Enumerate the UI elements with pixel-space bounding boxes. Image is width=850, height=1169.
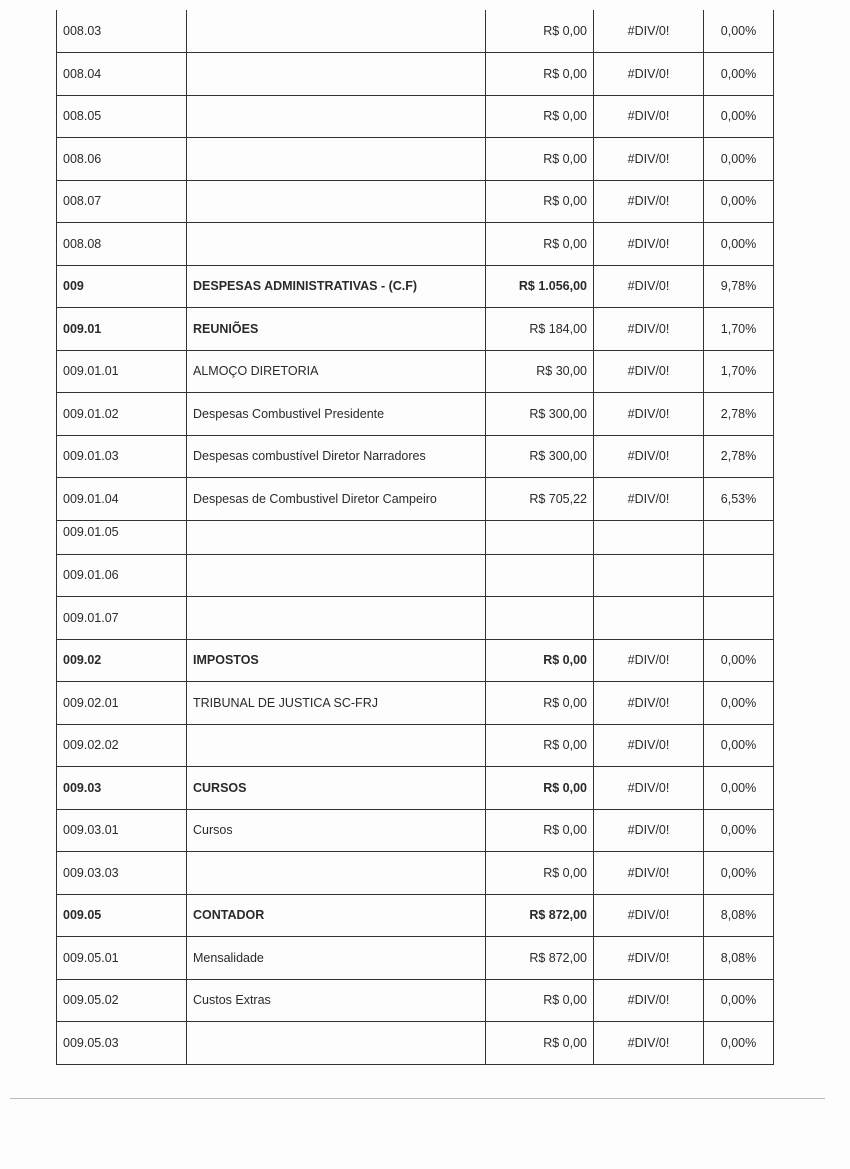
ratio-cell: #DIV/0!: [594, 350, 704, 393]
account-code-cell: 009.02: [57, 639, 187, 682]
description-cell: [187, 520, 486, 554]
table-row: [57, 937, 774, 980]
percent-cell: 0,00%: [704, 10, 774, 53]
table-row: [57, 478, 774, 521]
description-cell: Despesas de Combustivel Diretor Campeiro: [187, 478, 486, 521]
account-code-cell: 009.01.05: [57, 520, 187, 554]
percent-cell: 6,53%: [704, 478, 774, 521]
amount-cell: R$ 184,00: [486, 308, 594, 351]
ratio-cell: #DIV/0!: [594, 95, 704, 138]
percent-cell: 0,00%: [704, 724, 774, 767]
percent-cell: 2,78%: [704, 393, 774, 436]
amount-cell: R$ 0,00: [486, 138, 594, 181]
description-cell: CURSOS: [187, 767, 486, 810]
description-cell: Custos Extras: [187, 979, 486, 1022]
account-code-cell: 009.02.02: [57, 724, 187, 767]
account-code-cell: 008.07: [57, 180, 187, 223]
amount-cell: R$ 0,00: [486, 852, 594, 895]
amount-cell: R$ 0,00: [486, 180, 594, 223]
table-row: [57, 138, 774, 181]
percent-cell: 0,00%: [704, 852, 774, 895]
ratio-cell: #DIV/0!: [594, 639, 704, 682]
description-cell: [187, 724, 486, 767]
percent-cell: 0,00%: [704, 180, 774, 223]
description-cell: Cursos: [187, 809, 486, 852]
description-cell: [187, 10, 486, 53]
description-cell: Despesas Combustivel Presidente: [187, 393, 486, 436]
table-row: [57, 520, 774, 554]
percent-cell: 0,00%: [704, 223, 774, 266]
percent-cell: 8,08%: [704, 937, 774, 980]
percent-cell: 0,00%: [704, 138, 774, 181]
ratio-cell: [594, 597, 704, 640]
amount-cell: R$ 0,00: [486, 979, 594, 1022]
table-row: [57, 767, 774, 810]
account-code-cell: 009.01.01: [57, 350, 187, 393]
description-cell: Mensalidade: [187, 937, 486, 980]
table-row: [57, 597, 774, 640]
account-code-cell: 009.02.01: [57, 682, 187, 725]
description-cell: CONTADOR: [187, 894, 486, 937]
ratio-cell: #DIV/0!: [594, 1022, 704, 1065]
account-code-cell: 009: [57, 265, 187, 308]
amount-cell: R$ 0,00: [486, 724, 594, 767]
account-code-cell: 008.05: [57, 95, 187, 138]
description-cell: [187, 597, 486, 640]
scan-edge-line: [10, 1098, 825, 1099]
ratio-cell: #DIV/0!: [594, 138, 704, 181]
account-code-cell: 009.01: [57, 308, 187, 351]
percent-cell: 0,00%: [704, 809, 774, 852]
ratio-cell: [594, 554, 704, 597]
expense-table: [56, 10, 774, 1065]
description-cell: ALMOÇO DIRETORIA: [187, 350, 486, 393]
table-row: [57, 1022, 774, 1065]
ratio-cell: #DIV/0!: [594, 265, 704, 308]
percent-cell: [704, 597, 774, 640]
percent-cell: 0,00%: [704, 682, 774, 725]
amount-cell: [486, 520, 594, 554]
ratio-cell: #DIV/0!: [594, 393, 704, 436]
percent-cell: 2,78%: [704, 435, 774, 478]
table-row: [57, 10, 774, 53]
description-cell: [187, 1022, 486, 1065]
amount-cell: R$ 0,00: [486, 682, 594, 725]
amount-cell: R$ 705,22: [486, 478, 594, 521]
ratio-cell: #DIV/0!: [594, 724, 704, 767]
table-row: [57, 682, 774, 725]
percent-cell: [704, 520, 774, 554]
account-code-cell: 009.01.06: [57, 554, 187, 597]
percent-cell: 1,70%: [704, 350, 774, 393]
account-code-cell: 009.03: [57, 767, 187, 810]
description-cell: [187, 554, 486, 597]
account-code-cell: 009.03.01: [57, 809, 187, 852]
table-row: [57, 265, 774, 308]
table-row: [57, 724, 774, 767]
table-row: [57, 894, 774, 937]
percent-cell: 0,00%: [704, 639, 774, 682]
table-row: [57, 809, 774, 852]
ratio-cell: [594, 520, 704, 554]
account-code-cell: 009.01.04: [57, 478, 187, 521]
table-row: [57, 554, 774, 597]
table-row: [57, 435, 774, 478]
description-cell: [187, 138, 486, 181]
table-row: [57, 393, 774, 436]
description-cell: TRIBUNAL DE JUSTICA SC-FRJ: [187, 682, 486, 725]
ratio-cell: #DIV/0!: [594, 10, 704, 53]
expense-table-body: [57, 10, 774, 1064]
ratio-cell: #DIV/0!: [594, 478, 704, 521]
description-cell: [187, 852, 486, 895]
account-code-cell: 009.01.02: [57, 393, 187, 436]
ratio-cell: #DIV/0!: [594, 852, 704, 895]
table-row: [57, 53, 774, 96]
table-row: [57, 180, 774, 223]
amount-cell: R$ 872,00: [486, 937, 594, 980]
amount-cell: R$ 0,00: [486, 53, 594, 96]
amount-cell: [486, 597, 594, 640]
ratio-cell: #DIV/0!: [594, 767, 704, 810]
ratio-cell: #DIV/0!: [594, 180, 704, 223]
amount-cell: R$ 0,00: [486, 10, 594, 53]
amount-cell: [486, 554, 594, 597]
account-code-cell: 009.03.03: [57, 852, 187, 895]
account-code-cell: 008.08: [57, 223, 187, 266]
amount-cell: R$ 0,00: [486, 1022, 594, 1065]
percent-cell: 8,08%: [704, 894, 774, 937]
amount-cell: R$ 30,00: [486, 350, 594, 393]
percent-cell: 0,00%: [704, 979, 774, 1022]
amount-cell: R$ 300,00: [486, 435, 594, 478]
percent-cell: 0,00%: [704, 53, 774, 96]
table-row: [57, 308, 774, 351]
account-code-cell: 008.06: [57, 138, 187, 181]
description-cell: [187, 223, 486, 266]
account-code-cell: 009.05.03: [57, 1022, 187, 1065]
amount-cell: R$ 0,00: [486, 95, 594, 138]
description-cell: [187, 53, 486, 96]
account-code-cell: 009.01.03: [57, 435, 187, 478]
description-cell: IMPOSTOS: [187, 639, 486, 682]
ratio-cell: #DIV/0!: [594, 682, 704, 725]
ratio-cell: #DIV/0!: [594, 223, 704, 266]
ratio-cell: #DIV/0!: [594, 809, 704, 852]
table-row: [57, 852, 774, 895]
account-code-cell: 008.04: [57, 53, 187, 96]
percent-cell: 9,78%: [704, 265, 774, 308]
ratio-cell: #DIV/0!: [594, 894, 704, 937]
table-row: [57, 979, 774, 1022]
description-cell: DESPESAS ADMINISTRATIVAS - (C.F): [187, 265, 486, 308]
ratio-cell: #DIV/0!: [594, 937, 704, 980]
description-cell: [187, 180, 486, 223]
description-cell: Despesas combustível Diretor Narradores: [187, 435, 486, 478]
percent-cell: 0,00%: [704, 1022, 774, 1065]
percent-cell: 0,00%: [704, 95, 774, 138]
amount-cell: R$ 0,00: [486, 809, 594, 852]
ratio-cell: #DIV/0!: [594, 53, 704, 96]
account-code-cell: 008.03: [57, 10, 187, 53]
ratio-cell: #DIV/0!: [594, 308, 704, 351]
table-row: [57, 639, 774, 682]
amount-cell: R$ 872,00: [486, 894, 594, 937]
account-code-cell: 009.05.01: [57, 937, 187, 980]
amount-cell: R$ 300,00: [486, 393, 594, 436]
percent-cell: 0,00%: [704, 767, 774, 810]
table-row: [57, 95, 774, 138]
ratio-cell: #DIV/0!: [594, 435, 704, 478]
amount-cell: R$ 1.056,00: [486, 265, 594, 308]
amount-cell: R$ 0,00: [486, 639, 594, 682]
ratio-cell: #DIV/0!: [594, 979, 704, 1022]
account-code-cell: 009.05.02: [57, 979, 187, 1022]
amount-cell: R$ 0,00: [486, 767, 594, 810]
description-cell: REUNIÕES: [187, 308, 486, 351]
table-row: [57, 223, 774, 266]
account-code-cell: 009.01.07: [57, 597, 187, 640]
amount-cell: R$ 0,00: [486, 223, 594, 266]
percent-cell: [704, 554, 774, 597]
description-cell: [187, 95, 486, 138]
percent-cell: 1,70%: [704, 308, 774, 351]
table-row: [57, 350, 774, 393]
account-code-cell: 009.05: [57, 894, 187, 937]
